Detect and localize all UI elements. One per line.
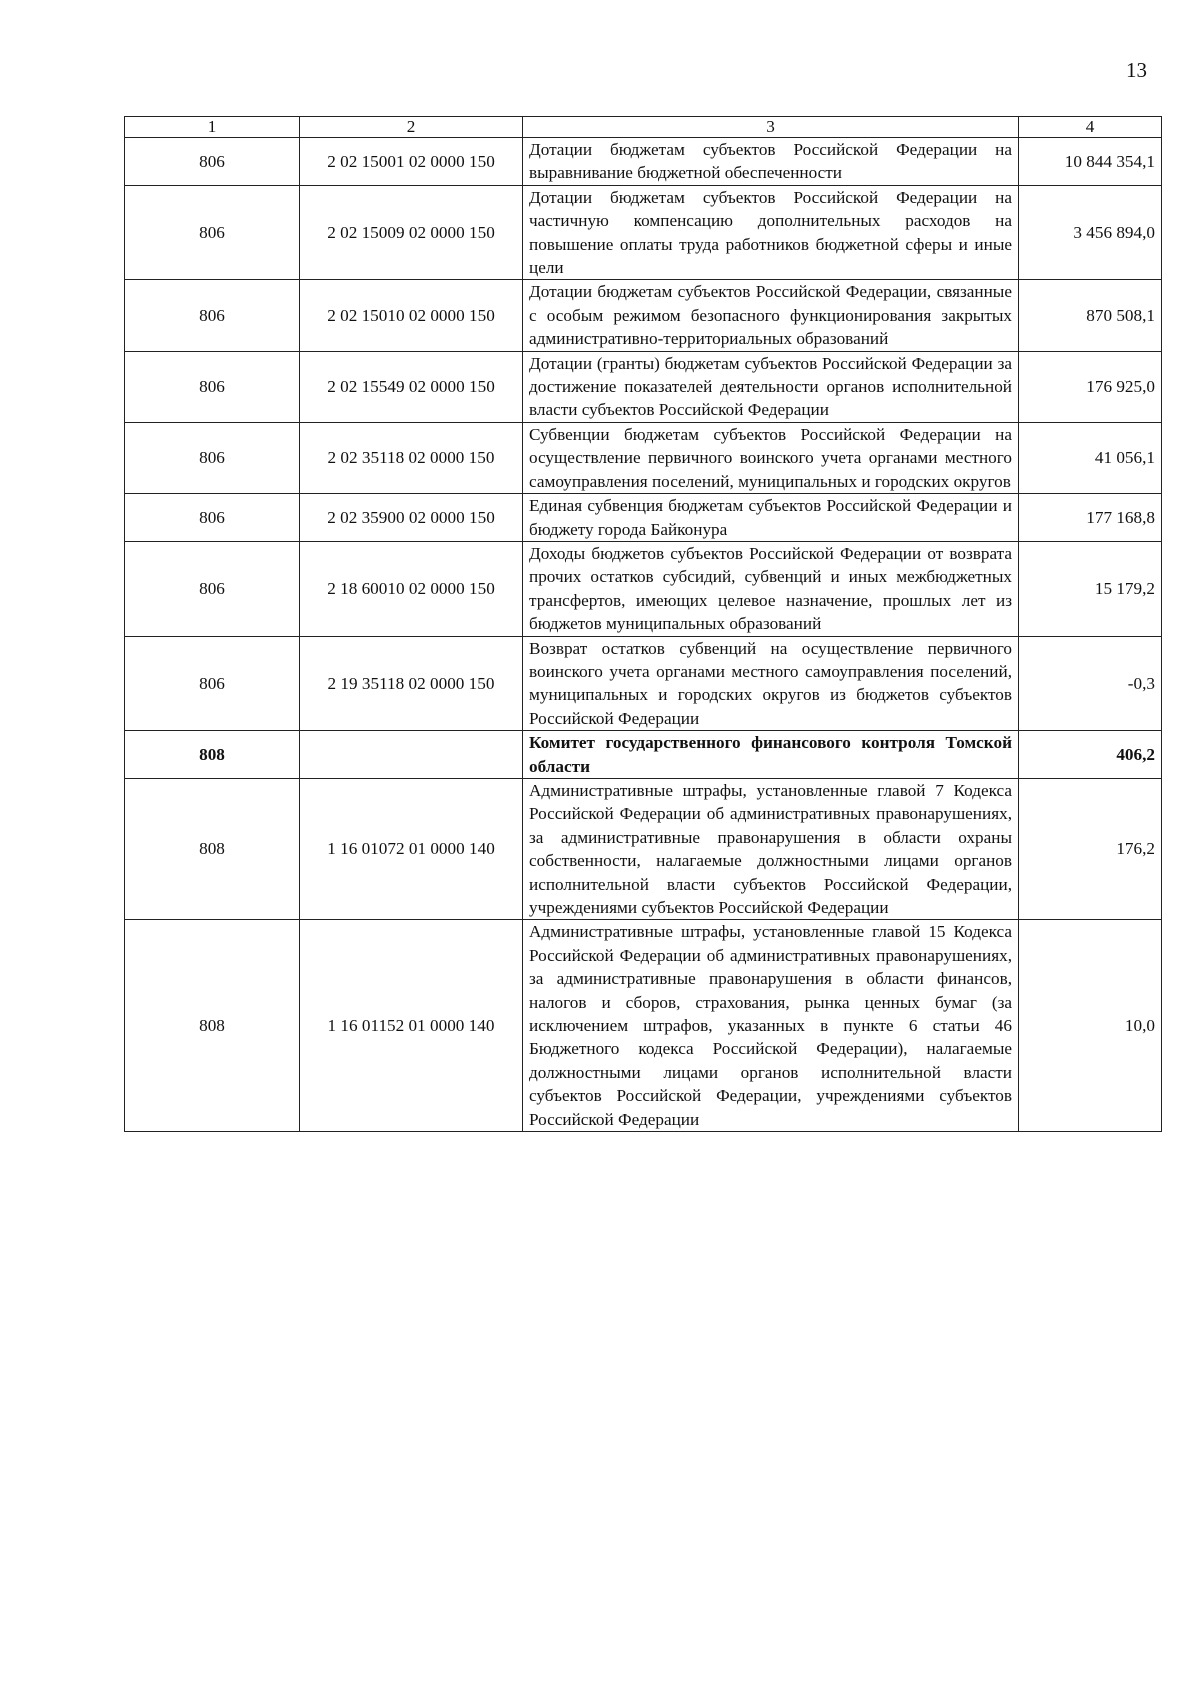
admin-code-cell: 806 <box>125 351 300 422</box>
revenue-name-cell: Дотации (гранты) бюджетам субъектов Российской Федерации за достижение показателей деятельности органов исполнительной власти субъектов Российской Федерации <box>523 351 1019 422</box>
table-header <box>125 117 1162 138</box>
table-row <box>125 541 1162 636</box>
revenue-code-cell: 2 02 15001 02 0000 150 <box>300 138 523 186</box>
table-body <box>125 138 1162 1132</box>
table-row <box>125 422 1162 493</box>
amount-cell: 176,2 <box>1019 778 1162 919</box>
admin-code-cell: 808 <box>125 778 300 919</box>
amount-cell: 176 925,0 <box>1019 351 1162 422</box>
amount-cell: 870 508,1 <box>1019 280 1162 351</box>
amount-cell: 406,2 <box>1019 731 1162 779</box>
revenue-name-cell: Субвенции бюджетам субъектов Российской Федерации на осуществление первичного воинского учета органами местного самоуправления поселений, муниципальных и городских округов <box>523 422 1019 493</box>
admin-code-cell: 806 <box>125 636 300 731</box>
revenue-code-cell: 2 02 15010 02 0000 150 <box>300 280 523 351</box>
amount-cell: 10,0 <box>1019 920 1162 1132</box>
page-number: 13 <box>1126 58 1147 82</box>
revenue-name-cell: Дотации бюджетам субъектов Российской Федерации, связанные с особым режимом безопасного функционирования закрытых административно-территориальных образований <box>523 280 1019 351</box>
revenue-name-cell: Комитет государственного финансового контроля Томской области <box>523 731 1019 779</box>
admin-code-cell: 806 <box>125 185 300 280</box>
table-row <box>125 280 1162 351</box>
header-row <box>125 117 1162 138</box>
revenue-code-cell: 1 16 01152 01 0000 140 <box>300 920 523 1132</box>
revenue-name-cell: Дотации бюджетам субъектов Российской Федерации на выравнивание бюджетной обеспеченности <box>523 138 1019 186</box>
table-row <box>125 185 1162 280</box>
revenue-name-cell: Дотации бюджетам субъектов Российской Федерации на частичную компенсацию дополнительных расходов на повышение оплаты труда работников бюджетной сферы и иные цели <box>523 185 1019 280</box>
admin-code-cell: 806 <box>125 280 300 351</box>
revenue-name-cell: Административные штрафы, установленные главой 7 Кодекса Российской Федерации об административных правонарушениях, за административные правонарушения в области охраны собственности, налагаемые должностными лицами органов исполнительной власти субъектов Российской Федерации, учреждениями субъектов Российской Федерации <box>523 778 1019 919</box>
revenue-code-cell: 2 02 35118 02 0000 150 <box>300 422 523 493</box>
admin-code-cell: 808 <box>125 920 300 1132</box>
amount-cell: 3 456 894,0 <box>1019 185 1162 280</box>
table-row <box>125 494 1162 542</box>
revenue-name-cell: Единая субвенция бюджетам субъектов Российской Федерации и бюджету города Байконура <box>523 494 1019 542</box>
table-row <box>125 920 1162 1132</box>
revenue-code-cell: 2 02 35900 02 0000 150 <box>300 494 523 542</box>
amount-cell: 15 179,2 <box>1019 541 1162 636</box>
table-row <box>125 636 1162 731</box>
column-header-4: 4 <box>1019 117 1162 138</box>
admin-code-cell: 806 <box>125 494 300 542</box>
table-row <box>125 138 1162 186</box>
table-row <box>125 351 1162 422</box>
revenue-code-cell: 2 19 35118 02 0000 150 <box>300 636 523 731</box>
amount-cell: -0,3 <box>1019 636 1162 731</box>
amount-cell: 41 056,1 <box>1019 422 1162 493</box>
table-row <box>125 778 1162 919</box>
revenue-code-cell: 1 16 01072 01 0000 140 <box>300 778 523 919</box>
revenue-name-cell: Возврат остатков субвенций на осуществление первичного воинского учета органами местного самоуправления поселений, муниципальных и городских округов из бюджетов субъектов Российской Федерации <box>523 636 1019 731</box>
column-header-3: 3 <box>523 117 1019 138</box>
column-header-1: 1 <box>125 117 300 138</box>
column-header-2: 2 <box>300 117 523 138</box>
amount-cell: 177 168,8 <box>1019 494 1162 542</box>
admin-code-cell: 806 <box>125 138 300 186</box>
revenue-name-cell: Административные штрафы, установленные главой 15 Кодекса Российской Федерации об административных правонарушениях, за административные правонарушения в области финансов, налогов и сборов, страхования, рынка ценных бумаг (за исключением штрафов, указанных в пункте 6 статьи 46 Бюджетного кодекса Российской Федерации), налагаемые должностными лицами органов исполнительной власти субъектов Российской Федерации, учреждениями субъектов Российской Федерации <box>523 920 1019 1132</box>
admin-code-cell: 806 <box>125 422 300 493</box>
admin-code-cell: 806 <box>125 541 300 636</box>
budget-revenue-table <box>124 116 1162 1132</box>
revenue-code-cell: 2 18 60010 02 0000 150 <box>300 541 523 636</box>
admin-code-cell: 808 <box>125 731 300 779</box>
revenue-code-cell <box>300 731 523 779</box>
table-row-section <box>125 731 1162 779</box>
amount-cell: 10 844 354,1 <box>1019 138 1162 186</box>
revenue-code-cell: 2 02 15009 02 0000 150 <box>300 185 523 280</box>
revenue-name-cell: Доходы бюджетов субъектов Российской Федерации от возврата прочих остатков субсидий, субвенций и иных межбюджетных трансфертов, имеющих целевое назначение, прошлых лет из бюджетов муниципальных образований <box>523 541 1019 636</box>
revenue-code-cell: 2 02 15549 02 0000 150 <box>300 351 523 422</box>
